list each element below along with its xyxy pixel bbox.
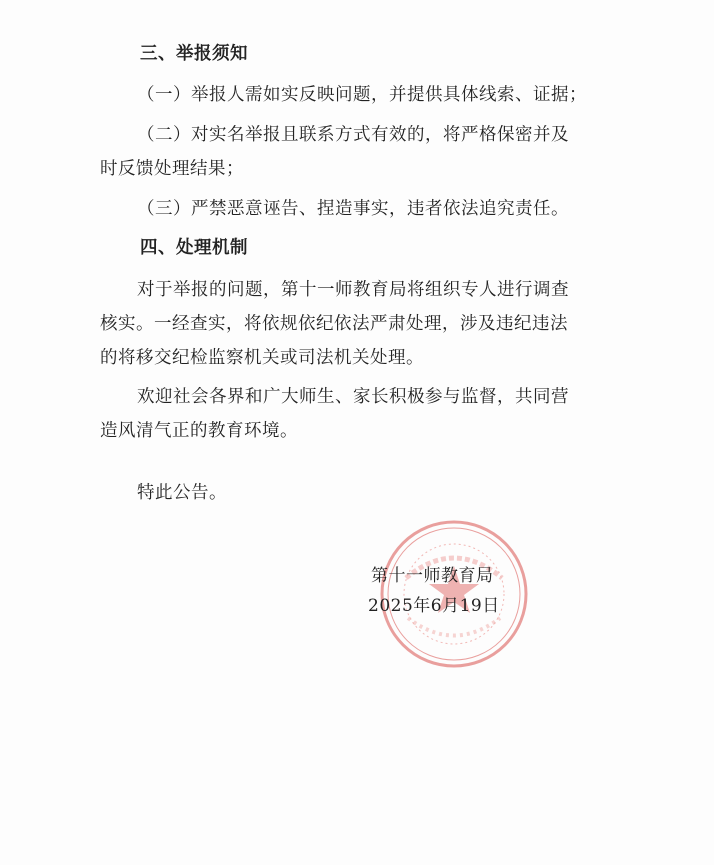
issuer-name: 第十一师教育局 <box>371 566 494 586</box>
notice-item-1: （一）举报人需如实反映问题，并提供具体线索、证据； <box>137 85 587 105</box>
notice-item-2-line-2: 时反馈处理结果； <box>100 159 244 179</box>
paragraph-1-line-2: 核实。一经查实，将依规依纪依法严肃处理，涉及违纪违法 <box>100 314 568 334</box>
official-seal-icon <box>378 518 530 670</box>
closing-statement: 特此公告。 <box>137 483 227 503</box>
paragraph-1-line-1: 对于举报的问题，第十一师教育局将组织专人进行调查 <box>137 280 569 300</box>
paragraph-2-line-1: 欢迎社会各界和广大师生、家长积极参与监督，共同营 <box>137 387 569 407</box>
issue-date: 2025年6月19日 <box>368 596 500 616</box>
section-heading-reporting-notice: 三、举报须知 <box>140 44 248 64</box>
notice-item-2-line-1: （二）对实名举报且联系方式有效的，将严格保密并及 <box>137 125 569 145</box>
paragraph-1-line-3: 的将移交纪检监察机关或司法机关处理。 <box>100 348 424 368</box>
section-heading-handling-mechanism: 四、处理机制 <box>140 238 248 258</box>
paragraph-2-line-2: 造风清气正的教育环境。 <box>100 421 298 441</box>
notice-item-3: （三）严禁恶意诬告、捏造事实，违者依法追究责任。 <box>137 199 569 219</box>
